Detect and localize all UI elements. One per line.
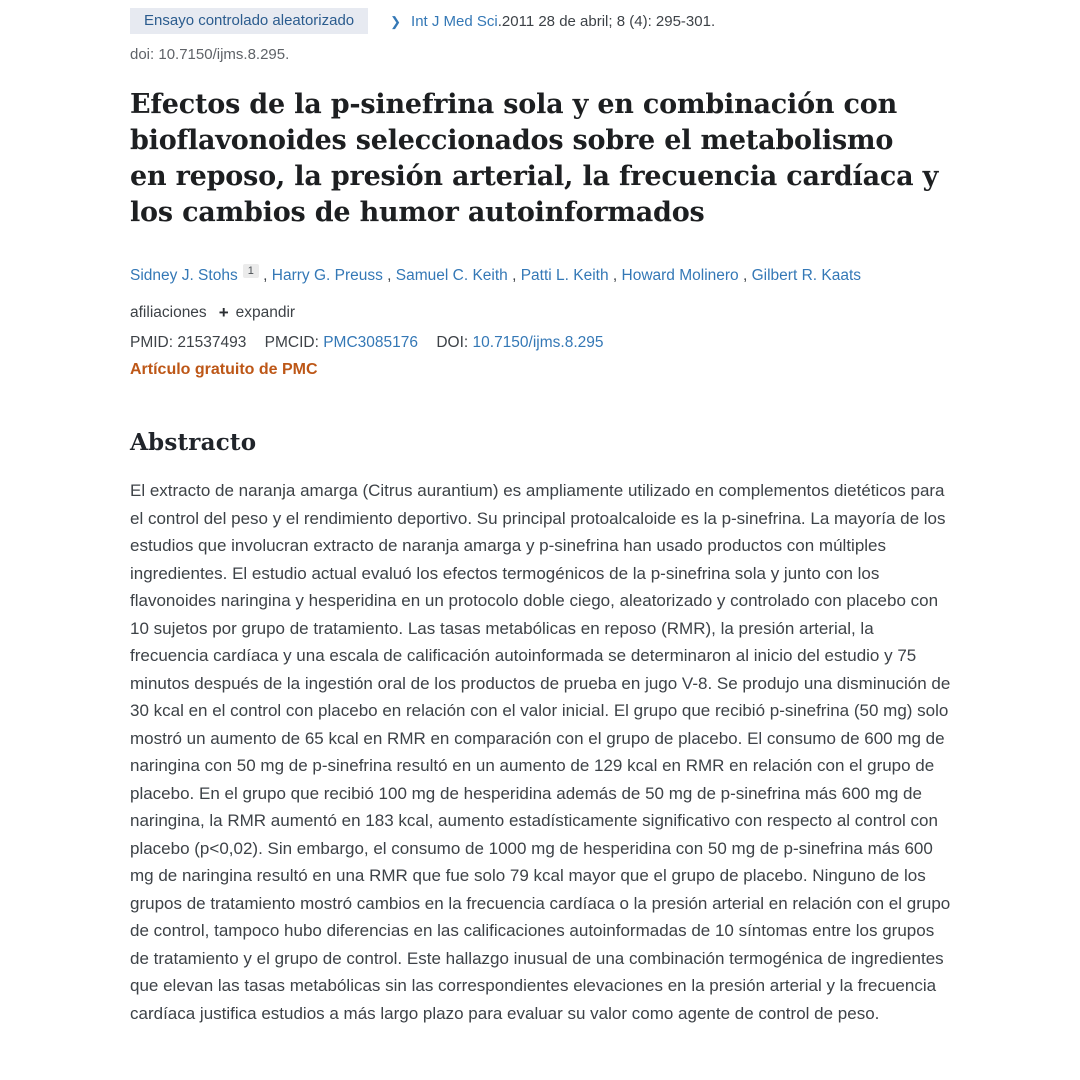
article-title-line: los cambios de humor autoinformados [130,197,705,228]
pmcid-link[interactable]: PMC3085176 [323,334,419,351]
abstract-heading: Abstracto [130,429,257,456]
citation-details: .2011 28 de abril; 8 (4): 295-301. [497,12,716,30]
article-title [130,87,955,231]
expand-label: expandir [235,304,296,321]
doi-line: doi: 10.7150/ijms.8.295. [130,46,290,63]
pmid-value: 21537493 [177,334,247,351]
authors-list [130,261,955,286]
author-link[interactable]: Howard Molinero [621,267,739,284]
doi-group [436,334,603,351]
article-title-line: en reposo, la presión arterial, la frecuencia cardíaca y [130,161,939,192]
author-separator: , [258,267,272,284]
pmid-label: PMID: [130,334,174,351]
author-separator: , [507,267,521,284]
doi-link[interactable]: 10.7150/ijms.8.295 [472,334,604,351]
identifiers-row [130,334,955,352]
author-link[interactable]: Gilbert R. Kaats [751,267,862,284]
citation-line [411,13,715,30]
author-link[interactable]: Sidney J. Stohs [130,267,238,284]
journal-link[interactable]: Int J Med Sci [411,12,498,30]
abstract-text: El extracto de naranja amarga (Citrus aurantium) es ampliamente utilizado en complementos dietéticos para el control del peso y el rendimiento deportivo. Su principal protoalcaloide es la p-sinefrina. La mayoría de los estudios que involucran extracto de naranja amarga y p-sinefrina han usado productos con múltiples ingredientes. El estudio actual evaluó los efectos termogénicos de la p-sinefrina sola y junto con los flavonoides naringina y hesperidina en un protocolo doble ciego, aleatorizado y controlado con placebo con 10 sujetos por grupo de tratamiento. Las tasas metabólicas en reposo (RMR), la presión arterial, la frecuencia cardíaca y una escala de calificación autoinformada se determinaron al inicio del estudio y 75 minutos después de la ingestión oral de los productos de prueba en jugo V-8. Se produjo una disminución de 30 kcal en el control con placebo en relación con el valor inicial. El grupo que recibió p-sinefrina (50 mg) solo mostró un aumento de 65 kcal en RMR en comparación con el grupo de placebo. El consumo de 600 mg de naringina con 50 mg de p-sinefrina resultó en un aumento de 129 kcal en RMR en relación con el grupo de placebo. En el grupo que recibió 100 mg de hesperidina además de 50 mg de p-sinefrina más 600 mg de naringina, la RMR aumentó en 183 kcal, aumento estadísticamente significativo con respecto al control con placebo (p<0,02). Sin embargo, el consumo de 1000 mg de hesperidina con 50 mg de p-sinefrina más 600 mg de naringina resultó en una RMR que fue solo 79 kcal mayor que el grupo de placebo. Ninguno de los grupos de tratamiento mostró cambios en la frecuencia cardíaca o la presión arterial en relación con el grupo de control, tampoco hubo diferencias en las calificaciones autoinformadas de 10 síntomas entre los grupos de tratamiento y el grupo de control. Este hallazgo inusual de una combinación termogénica de ingredientes que elevan las tasas metabólicas sin las correspondientes elevaciones en la presión arterial y la frecuencia cardíaca justifica estudios a más largo plazo para evaluar su valor como agente de control de peso. [130,481,951,1023]
expand-affiliations-button[interactable] [219,303,295,323]
article-title-line: Efectos de la p-sinefrina sola y en combinación con [130,89,898,120]
affiliations-row [130,303,955,323]
pmid-group [130,334,251,351]
author-link[interactable]: Harry G. Preuss [271,267,383,284]
pmcid-label: PMCID: [264,334,319,351]
author-separator: , [382,267,396,284]
author-link[interactable]: Patti L. Keith [520,267,609,284]
doi-label: DOI: [436,334,469,351]
affiliations-label: afiliaciones [130,304,207,321]
article-title-line: bioflavonoides seleccionados sobre el metabolismo [130,125,894,156]
pmcid-group [265,334,423,351]
plus-icon: + [218,303,229,322]
free-article-badge: Artículo gratuito de PMC [130,361,318,378]
publication-type-badge: Ensayo controlado aleatorizado [130,8,368,34]
affiliation-number[interactable]: 1 [243,264,259,278]
chevron-right-icon: ❯ [390,14,402,29]
author-link[interactable]: Samuel C. Keith [395,267,508,284]
author-separator: , [738,267,752,284]
citation-header [130,8,955,34]
author-separator: , [608,267,622,284]
